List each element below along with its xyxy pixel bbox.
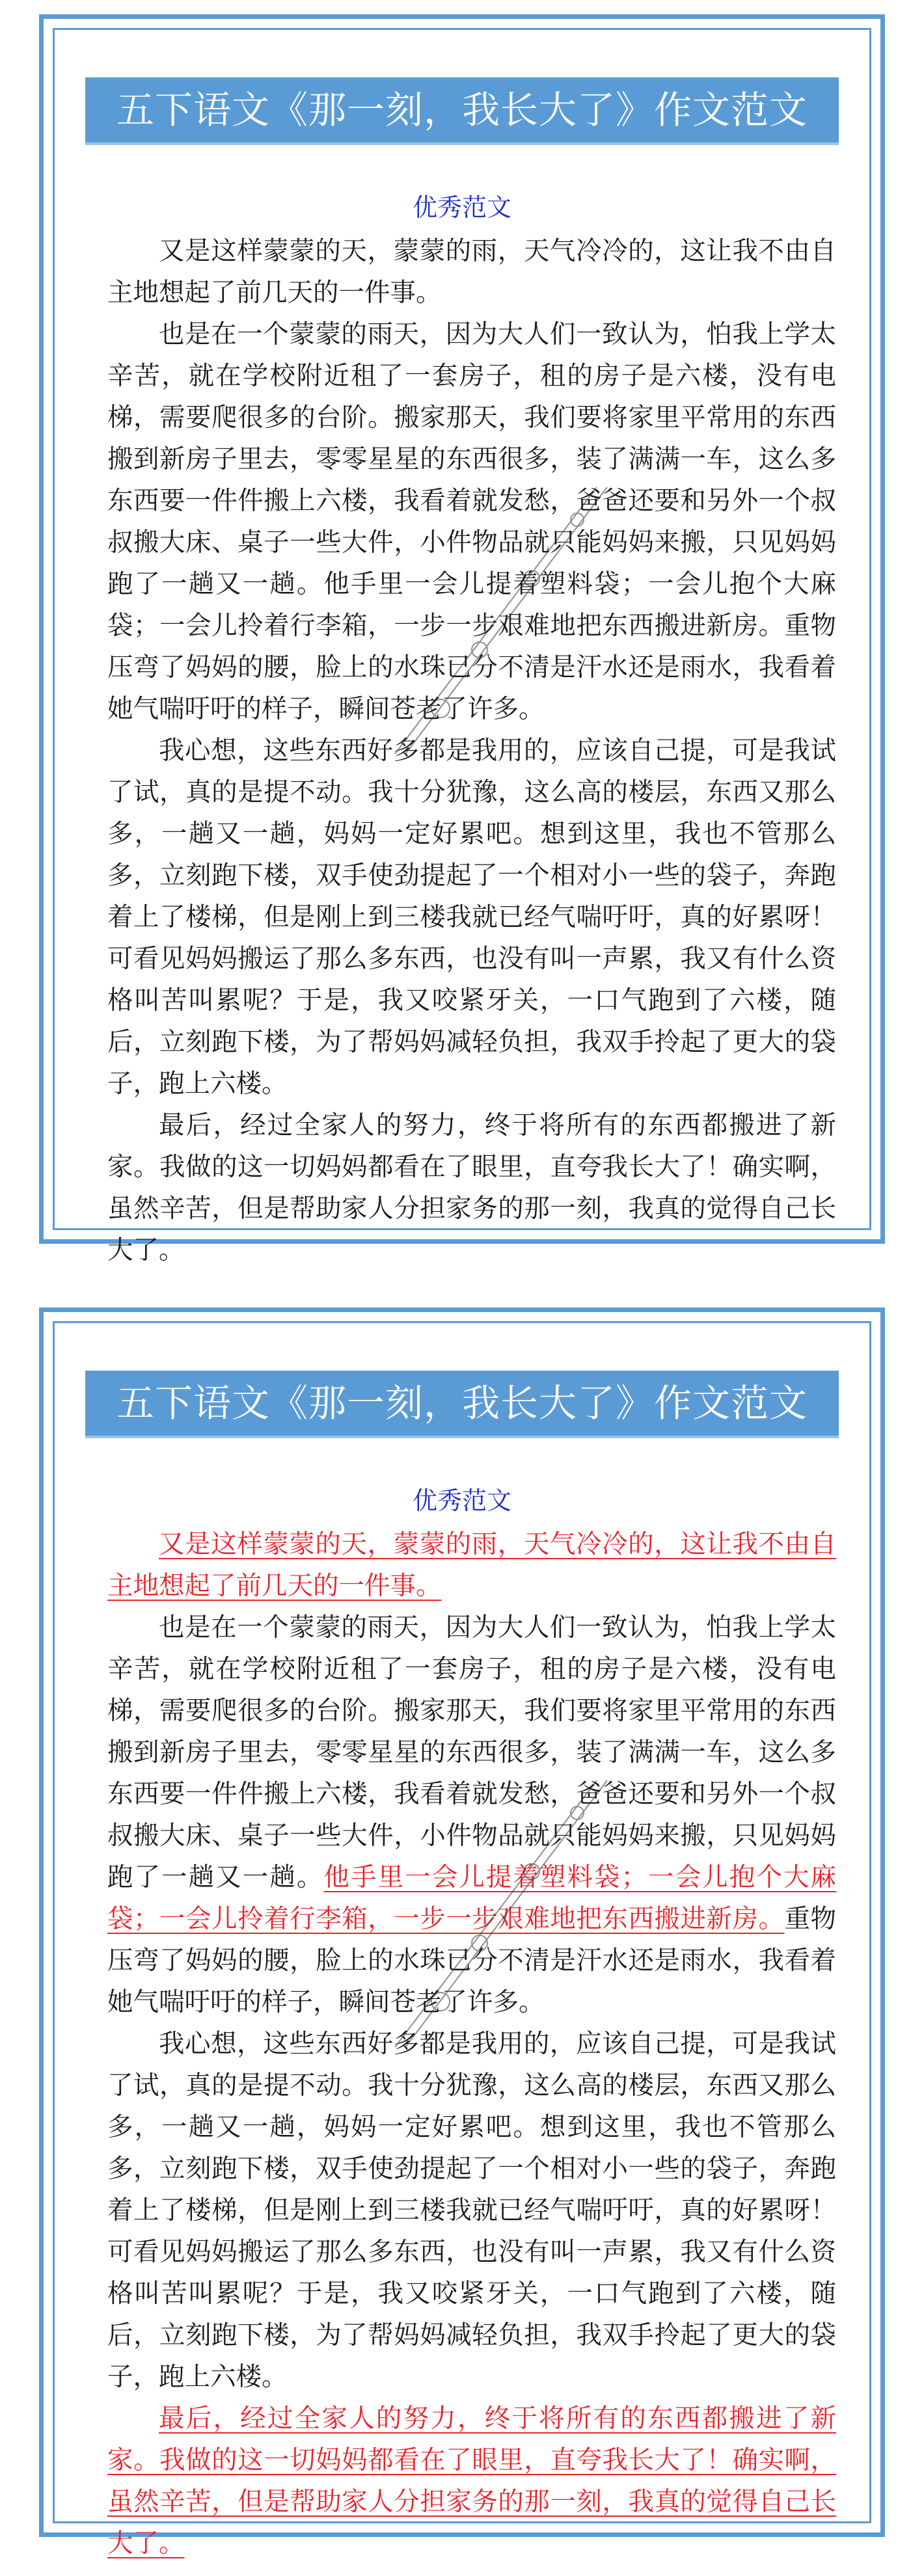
paragraph-2 <box>107 1607 836 2023</box>
plain-text: 重物压弯了妈妈的腰，脸上的水珠已分不清是汗水还是雨水，我看着她气喘吁吁的样子，瞬间苍老了许多。 <box>107 1904 837 2017</box>
page-title: 五下语文《那一刻，我长大了》作文范文 <box>85 77 839 145</box>
paragraph-1: 又是这样蒙蒙的天，蒙蒙的雨，天气冷冷的，这让我不由自主地想起了前几天的一件事。 <box>107 236 836 308</box>
highlighted-sentence: 他手里一会儿提着塑料袋；一会儿抱个大麻袋；一会儿拎着行李箱，一步一步艰难地把东西搬进新房。 <box>107 1862 837 1934</box>
section-subtitle: 优秀范文 <box>412 193 511 222</box>
paragraph-2: 也是在一个蒙蒙的雨天，因为大人们一致认为，怕我上学太辛苦，就在学校附近租了一套房子，租的房子是六楼，没有电梯，需要爬很多的台阶。搬家那天，我们要将家里平常用的东西搬到新房子里去，零零星星的东西很多，装了满满一车，这么多东西要一件件搬上六楼，我看着就发愁，爸爸还要和另外一个叔叔搬大床、桌子一些大件，小件物品就只能妈妈来搬，只见妈妈跑了一趟又一趟。他手里一会儿提着塑料袋；一会儿抱个大麻袋；一会儿拎着行李箱，一步一步艰难地把东西搬进新房。重物压弯了妈妈的腰，脸上的水珠已分不清是汗水还是雨水，我看着她气喘吁吁的样子，瞬间苍老了许多。 <box>107 319 836 724</box>
highlighted-sentence: 最后，经过全家人的努力，终于将所有的东西都搬进了新家。我做的这一切妈妈都看在了眼里，直夸我长大了！确实啊，虽然辛苦，但是帮助家人分担家务的那一刻，我真的觉得自己长大了。 <box>107 2404 836 2558</box>
page-title: 五下语文《那一刻，我长大了》作文范文 <box>85 1371 839 1438</box>
essay-body <box>107 230 836 1271</box>
paragraph-3: 我心想，这些东西好多都是我用的，应该自己提，可是我试了试，真的是提不动。我十分犹豫，这么高的楼层，东西又那么多，一趟又一趟，妈妈一定好累吧。想到这里，我也不管那么多，立刻跑下楼，双手使劲提起了一个相对小一些的袋子，奔跑着上了楼梯，但是刚上到三楼我就已经气喘吁吁，真的好累呀！可看见妈妈搬运了那么多东西，也没有叫一声累，我又有什么资格叫苦叫累呢？于是，我又咬紧牙关，一口气跑到了六楼，随后，立刻跑下楼，为了帮妈妈减轻负担，我双手拎起了更大的袋子，跑上六楼。 <box>107 736 836 1099</box>
paragraph-1 <box>107 1523 836 1607</box>
section-subtitle: 优秀范文 <box>412 1486 511 1515</box>
paragraph-4: 最后，经过全家人的努力，终于将所有的东西都搬进了新家。我做的这一切妈妈都看在了眼里，直夸我长大了！确实啊，虽然辛苦，但是帮助家人分担家务的那一刻，我真的觉得自己长大了。 <box>107 1110 836 1265</box>
highlighted-sentence: 又是这样蒙蒙的天，蒙蒙的雨，天气冷冷的，这让我不由自主地想起了前几天的一件事。 <box>107 1529 836 1601</box>
paragraph-3: 我心想，这些东西好多都是我用的，应该自己提，可是我试了试，真的是提不动。我十分犹豫，这么高的楼层，东西又那么多，一趟又一趟，妈妈一定好累吧。想到这里，我也不管那么多，立刻跑下楼，双手使劲提起了一个相对小一些的袋子，奔跑着上了楼梯，但是刚上到三楼我就已经气喘吁吁，真的好累呀！可看见妈妈搬运了那么多东西，也没有叫一声累，我又有什么资格叫苦叫累呢？于是，我又咬紧牙关，一口气跑到了六楼，随后，立刻跑下楼，为了帮妈妈减轻负担，我双手拎起了更大的袋子，跑上六楼。 <box>107 2029 836 2392</box>
plain-text: 也是在一个蒙蒙的雨天，因为大人们一致认为，怕我上学太辛苦，就在学校附近租了一套房子，租的房子是六楼，没有电梯，需要爬很多的台阶。搬家那天，我们要将家里平常用的东西搬到新房子里去，零零星星的东西很多，装了满满一车，这么多东西要一件件搬上六楼，我看着就发愁，爸爸还要和另外一个叔叔搬大床、桌子一些大件，小件物品就只能妈妈来搬，只见妈妈跑了一趟又一趟。 <box>107 1613 836 1892</box>
document-page-1 <box>39 14 885 1265</box>
essay-body <box>107 1523 836 2564</box>
paragraph-4 <box>107 2398 836 2564</box>
document-page-2 <box>39 1308 885 2558</box>
